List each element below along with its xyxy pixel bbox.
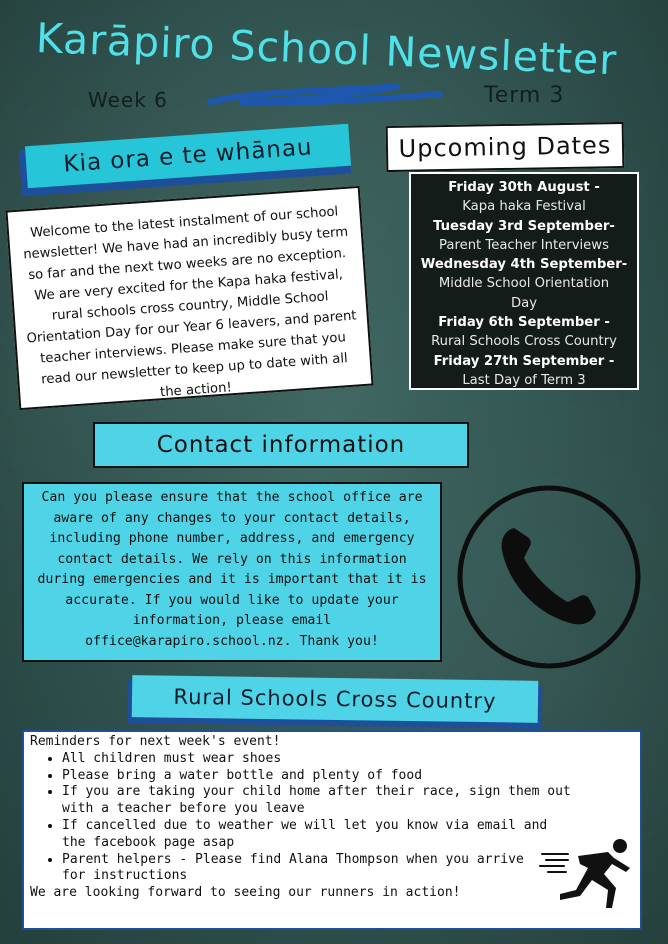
phone-icon [456,484,642,670]
date-item-event: Last Day of Term 3 [462,372,586,388]
date-item-event: Rural Schools Cross Country [431,334,617,350]
list-item: • Parent helpers - Please find Alana Thompson when you arrive for instructions [62,852,634,886]
newsletter-title: Karāpiro School Newsletter [35,14,619,85]
date-item-date: Friday 27th September - [433,353,615,369]
rural-closing: We are looking forward to seeing our runners in action! [30,885,461,901]
term-label: Term 3 [484,83,565,108]
contact-heading: Contact information [93,422,469,468]
date-item-date: Friday 6th September - [438,315,610,331]
week-label: Week 6 [88,88,168,112]
welcome-body: Welcome to the latest instalment of our school newsletter! We have had an incredibly busy term so far and the next two weeks are no exception. We are very excited for the Kapa haka festival, rural schools cross country, Middle School Orientation Day for our Year 6 leavers, and parent teacher interviews. Please make sure that you read our newsletter to keep up to date with all the action! [5,186,373,410]
date-item-date: Wednesday 4th September- [420,257,628,273]
list-item: • All children must wear shoes [62,751,634,768]
list-item: • If cancelled due to weather we will let you know via email and the facebook page asap [62,818,634,852]
rural-heading: Rural Schools Cross Country [132,675,539,723]
list-item: • Please bring a water bottle and plenty of food [62,768,634,785]
date-item-event: Middle School Orientation Day [438,276,610,311]
welcome-heading: Kia ora e te whānau [25,124,351,188]
date-item-event: Parent Teacher Interviews [439,237,609,253]
runner-icon [538,834,642,916]
contact-body: Can you please ensure that the school office are aware of any changes to your contact details, including phone number, address, and emergency contact details. We rely on this information during emergencies and it is important that it is accurate. If you would like to update your information, please email office@karapiro.school.nz. Thank you! [22,482,442,662]
list-item: • If you are taking your child home after their race, sign them out with a teacher before you leave [62,784,634,818]
date-item-date: Tuesday 3rd September- [433,218,615,234]
date-item-date: Friday 30th August - [448,180,600,195]
upcoming-dates-heading: Upcoming Dates [386,122,625,172]
scribble-decoration [200,80,450,120]
rural-intro: Reminders for next week's event! [30,734,281,749]
date-item-event: Kapa haka Festival [462,199,586,215]
upcoming-dates-list [409,172,639,390]
